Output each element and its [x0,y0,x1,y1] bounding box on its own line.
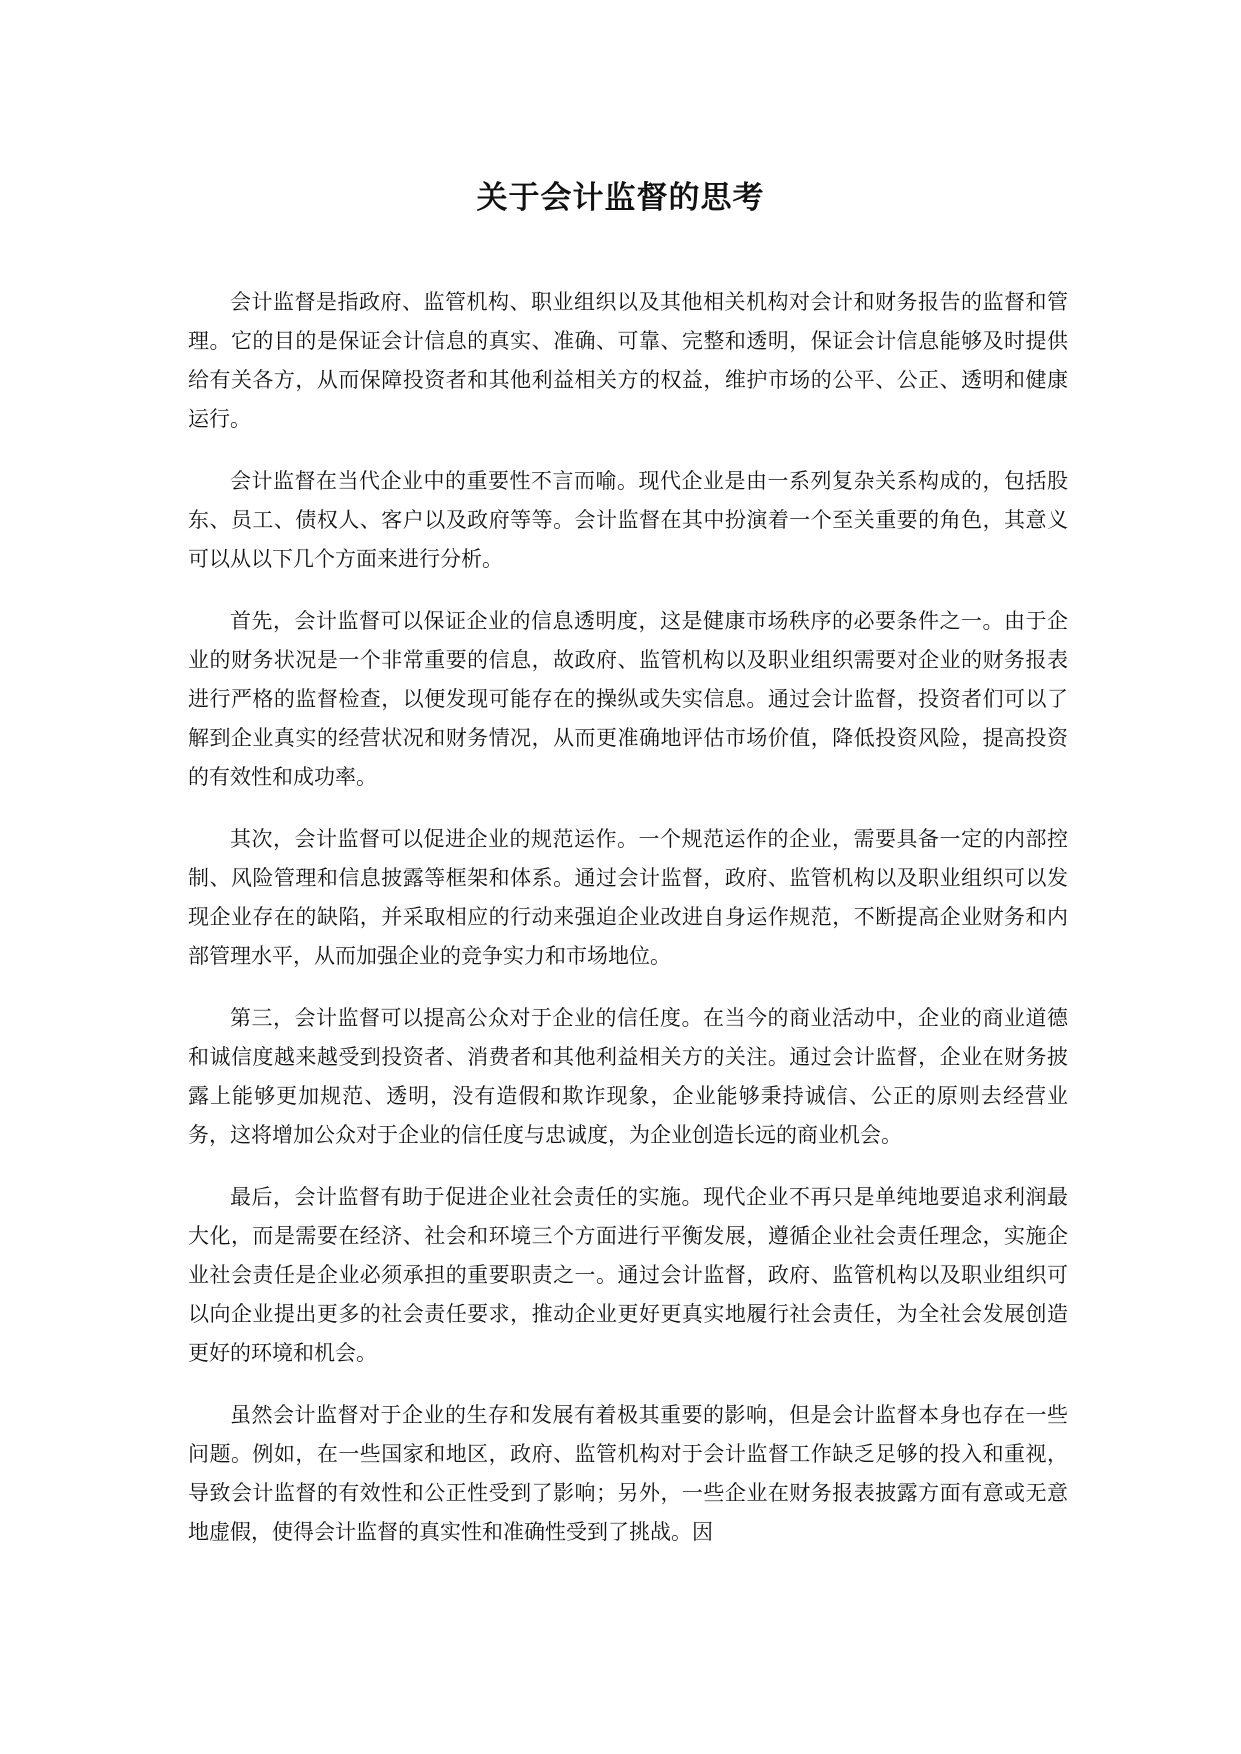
paragraph-6: 最后，会计监督有助于促进企业社会责任的实施。现代企业不再只是单纯地要追求利润最大化，而是需要在经济、社会和环境三个方面进行平衡发展，遵循企业社会责任理念，实施企业社会责任是企业必须承担的重要职责之一。通过会计监督，政府、监管机构以及职业组织可以向企业提出更多的社会责任要求，推动企业更好更真实地履行社会责任，为全社会发展创造更好的环境和机会。 [188,1185,1068,1365]
paragraph-7: 虽然会计监督对于企业的生存和发展有着极其重要的影响，但是会计监督本身也存在一些问题。例如，在一些国家和地区，政府、监管机构对于会计监督工作缺乏足够的投入和重视，导致会计监督的有效性和公正性受到了影响；另外，一些企业在财务报表披露方面有意或无意地虚假，使得会计监督的真实性和准确性受到了挑战。因 [188,1403,1068,1544]
paragraph-3: 首先，会计监督可以保证企业的信息透明度，这是健康市场秩序的必要条件之一。由于企业的财务状况是一个非常重要的信息，故政府、监管机构以及职业组织需要对企业的财务报表进行严格的监督检查，以便发现可能存在的操纵或失实信息。通过会计监督，投资者们可以了解到企业真实的经营状况和财务情况，从而更准确地评估市场价值，降低投资风险，提高投资的有效性和成功率。 [188,609,1068,789]
paragraph-1: 会计监督是指政府、监管机构、职业组织以及其他相关机构对会计和财务报告的监督和管理。它的目的是保证会计信息的真实、准确、可靠、完整和透明，保证会计信息能够及时提供给有关各方，从而保障投资者和其他利益相关方的权益，维护市场的公平、公正、透明和健康运行。 [188,290,1068,431]
paragraph-2: 会计监督在当代企业中的重要性不言而喻。现代企业是由一系列复杂关系构成的，包括股东、员工、债权人、客户以及政府等等。会计监督在其中扮演着一个至关重要的角色，其意义可以从以下几个方面来进行分析。 [188,469,1068,571]
document-body [188,283,1068,1575]
paragraph-4: 其次，会计监督可以促进企业的规范运作。一个规范运作的企业，需要具备一定的内部控制、风险管理和信息披露等框架和体系。通过会计监督，政府、监管机构以及职业组织可以发现企业存在的缺陷，并采取相应的行动来强迫企业改进自身运作规范，不断提高企业财务和内部管理水平，从而加强企业的竞争实力和市场地位。 [188,827,1068,968]
document-title: 关于会计监督的思考 [476,180,765,216]
paragraph-5: 第三，会计监督可以提高公众对于企业的信任度。在当今的商业活动中，企业的商业道德和诚信度越来越受到投资者、消费者和其他利益相关方的关注。通过会计监督，企业在财务披露上能够更加规范、透明，没有造假和欺诈现象，企业能够秉持诚信、公正的原则去经营业务，这将增加公众对于企业的信任度与忠诚度，为企业创造长远的商业机会。 [188,1006,1068,1147]
